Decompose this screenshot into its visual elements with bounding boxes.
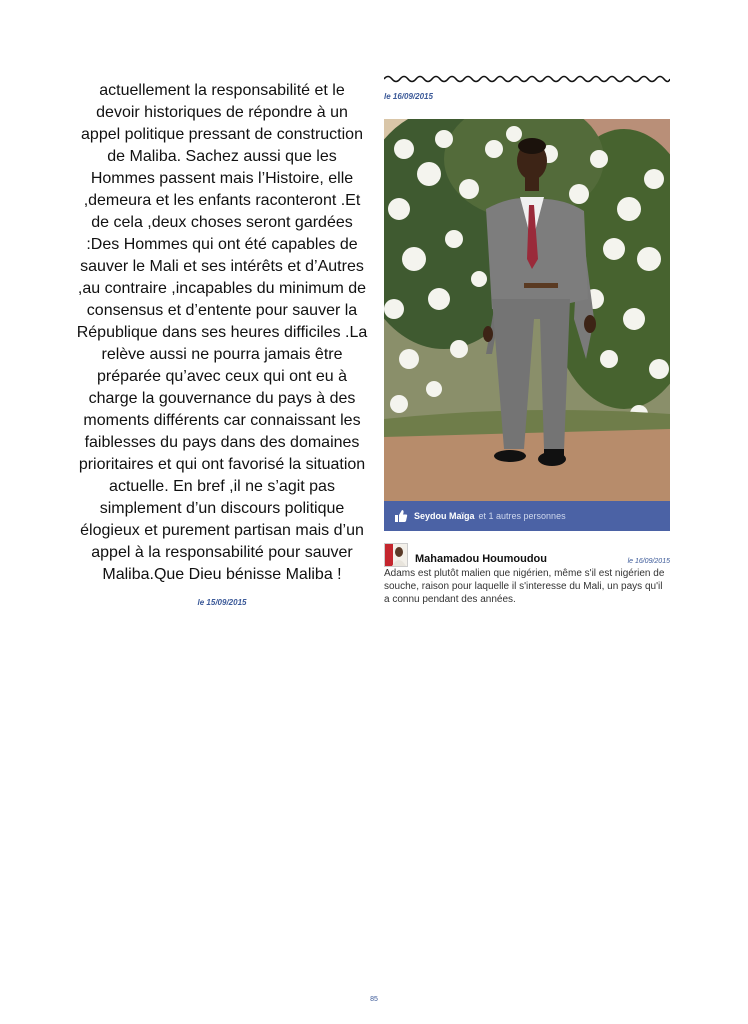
comment-author[interactable]: Mahamadou Houmoudou <box>415 553 547 565</box>
like-others[interactable]: et 1 autres personnes <box>478 511 566 521</box>
comment-header <box>384 543 670 567</box>
post-column <box>384 72 670 616</box>
article-column <box>76 80 368 614</box>
wave-divider <box>384 72 670 86</box>
comment <box>384 543 670 606</box>
photo-man-in-suit[interactable] <box>384 119 670 501</box>
post-date: le 16/09/2015 <box>384 92 433 101</box>
page-number: 85 <box>370 996 378 1003</box>
thumbs-up-icon[interactable] <box>394 509 408 523</box>
photo-card <box>384 119 670 531</box>
like-bar[interactable] <box>384 501 670 531</box>
comment-text: Adams est plutôt malien que nigérien, même s'il est nigérien de souche, raison pour laquelle il s'interesse du Mali, un pays qu'il a connu pendant des années. <box>384 568 665 605</box>
comment-date: le 16/09/2015 <box>627 557 670 565</box>
avatar-portrait-icon <box>385 544 407 566</box>
article-date: le 15/09/2015 <box>197 598 247 607</box>
article-body: actuellement la responsabilité et le devoir historiques de répondre à un appel politique pressant de construction de Maliba. Sachez aussi que les Hommes passent mais l’Histoire, elle ,demeura et les enfants raconteront .Et de cela ,deux choses seront gardées :Des Hommes qui ont été capables de sauver le Mali et ses intérêts et d’Autres ,au contraire ,incapables du minimum de consensus et d’entente pour sauver la République dans ses heures difficiles .La relève aussi ne pourra jamais être préparée qu’avec ceux qui ont eu à charge la gouvernance du pays à des moments différents car connaissant les faiblesses du pays dans des domaines prioritaires et qui ont favorisé la situation actuelle. En bref ,il ne s’agit pas simplement d’un discours politique élogieux et purement partisan mais d’un appel à la responsabilité pour sauver Maliba.Que Dieu bénisse Maliba ! <box>76 82 368 583</box>
avatar[interactable] <box>384 543 408 567</box>
like-name[interactable]: Seydou Maïga <box>414 511 475 521</box>
